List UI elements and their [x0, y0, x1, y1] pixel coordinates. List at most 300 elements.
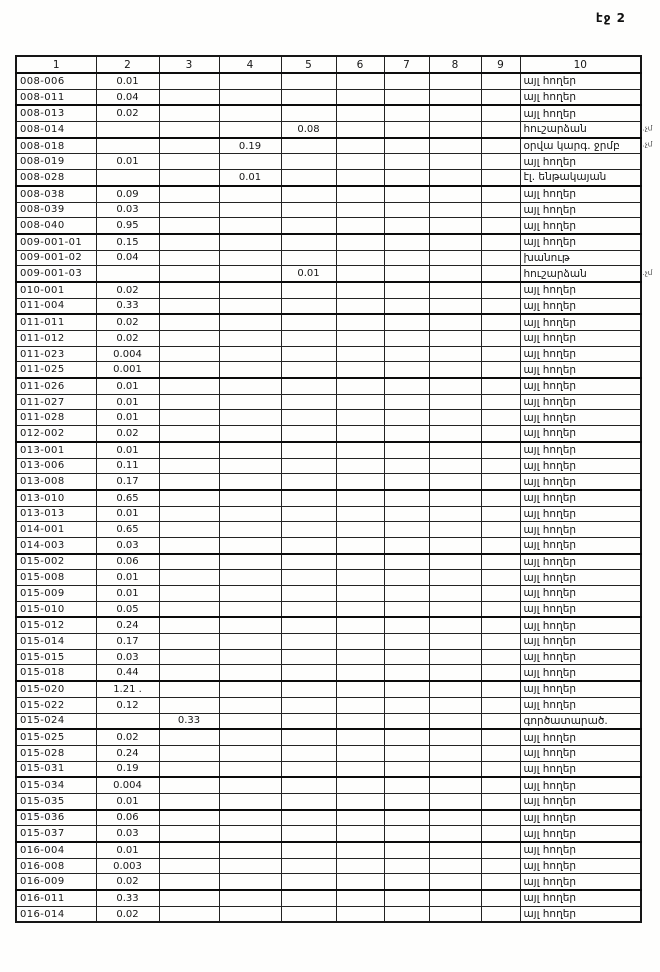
- area-value-cell-col8: [429, 810, 481, 826]
- area-value-cell-col7: [384, 314, 429, 330]
- area-value-cell-col5: [281, 410, 336, 426]
- area-value-cell-col2: 0.15: [96, 234, 159, 250]
- area-value-cell-col2: 0.17: [96, 634, 159, 650]
- area-value-cell-col9: [481, 378, 520, 394]
- area-value-cell-col7: [384, 410, 429, 426]
- area-value-cell-col4: [219, 89, 281, 105]
- area-value-cell-col3: [159, 73, 219, 89]
- area-value-cell-col5: [281, 170, 336, 186]
- land-use-cell: այլ հողեր: [520, 554, 641, 570]
- area-value-cell-col9: [481, 506, 520, 522]
- table-row: [16, 474, 641, 490]
- table-row: [16, 378, 641, 394]
- land-use-cell: այլ հողեր: [520, 506, 641, 522]
- page-number-label: էջ 2: [595, 11, 626, 25]
- area-value-cell-col6: [336, 105, 384, 121]
- area-value-cell-col3: [159, 89, 219, 105]
- table-row: [16, 842, 641, 858]
- land-use-cell: այլ հողեր: [520, 314, 641, 330]
- parcel-code-cell: 015-024: [16, 713, 96, 729]
- area-value-cell-col5: [281, 810, 336, 826]
- area-value-cell-col3: [159, 586, 219, 602]
- area-value-cell-col6: [336, 506, 384, 522]
- land-use-cell: այլ հողեր: [520, 234, 641, 250]
- land-use-cell: այլ հողեր: [520, 442, 641, 458]
- area-value-cell-col3: [159, 506, 219, 522]
- area-value-cell-col5: [281, 234, 336, 250]
- area-value-cell-col9: [481, 202, 520, 218]
- area-value-cell-col2: 0.02: [96, 105, 159, 121]
- area-value-cell-col6: [336, 890, 384, 906]
- area-value-cell-col2: [96, 713, 159, 729]
- parcel-code-cell: 011-026: [16, 378, 96, 394]
- parcel-code-cell: 013-006: [16, 458, 96, 474]
- land-use-cell: այլ հողեր: [520, 202, 641, 218]
- table-row: [16, 331, 641, 347]
- table-row: [16, 458, 641, 474]
- area-value-cell-col4: [219, 202, 281, 218]
- area-value-cell-col7: [384, 458, 429, 474]
- table-row: [16, 858, 641, 874]
- land-use-cell: այլ հողեր: [520, 73, 641, 89]
- table-row: [16, 490, 641, 506]
- table-row: [16, 697, 641, 713]
- area-value-cell-col4: [219, 346, 281, 362]
- area-value-cell-col9: [481, 490, 520, 506]
- area-value-cell-col9: [481, 234, 520, 250]
- area-value-cell-col9: [481, 649, 520, 665]
- parcel-code-cell: 009-001-01: [16, 234, 96, 250]
- area-value-cell-col5: [281, 458, 336, 474]
- area-value-cell-col8: [429, 649, 481, 665]
- area-value-cell-col5: [281, 331, 336, 347]
- land-use-cell: գործատարած.: [520, 713, 641, 729]
- area-value-cell-col3: [159, 537, 219, 553]
- area-value-cell-col9: [481, 474, 520, 490]
- table-row: [16, 202, 641, 218]
- area-value-cell-col2: [96, 122, 159, 138]
- area-value-cell-col6: [336, 761, 384, 777]
- area-value-cell-col6: [336, 314, 384, 330]
- area-value-cell-col8: [429, 906, 481, 922]
- parcel-code-cell: 015-010: [16, 601, 96, 617]
- area-value-cell-col8: [429, 234, 481, 250]
- parcel-code-cell: 014-003: [16, 537, 96, 553]
- area-value-cell-col9: [481, 105, 520, 121]
- table-row: [16, 218, 641, 234]
- area-value-cell-col6: [336, 842, 384, 858]
- area-value-cell-col5: [281, 826, 336, 842]
- column-header-4: 4: [219, 56, 281, 73]
- area-value-cell-col9: [481, 858, 520, 874]
- parcel-code-cell: 013-008: [16, 474, 96, 490]
- land-use-cell: այլ հողեր: [520, 89, 641, 105]
- area-value-cell-col5: [281, 218, 336, 234]
- area-value-cell-col9: [481, 314, 520, 330]
- area-value-cell-col4: [219, 537, 281, 553]
- land-use-cell: այլ հողեր: [520, 346, 641, 362]
- area-value-cell-col2: 0.01: [96, 506, 159, 522]
- area-value-cell-col8: [429, 474, 481, 490]
- area-value-cell-col7: [384, 378, 429, 394]
- area-value-cell-col4: [219, 761, 281, 777]
- parcel-code-cell: 016-014: [16, 906, 96, 922]
- area-value-cell-col9: [481, 362, 520, 378]
- area-value-cell-col4: [219, 601, 281, 617]
- land-use-cell: այլ հողեր: [520, 617, 641, 633]
- land-use-cell: այլ հողեր: [520, 697, 641, 713]
- table-row: [16, 170, 641, 186]
- area-value-cell-col7: [384, 362, 429, 378]
- area-value-cell-col5: [281, 713, 336, 729]
- area-value-cell-col5: [281, 138, 336, 154]
- area-value-cell-col9: [481, 298, 520, 314]
- land-use-cell: այլ հողեր: [520, 537, 641, 553]
- table-row: [16, 729, 641, 745]
- area-value-cell-col6: [336, 681, 384, 697]
- land-use-cell: այլ հողեր: [520, 890, 641, 906]
- area-value-cell-col9: [481, 761, 520, 777]
- area-value-cell-col9: [481, 586, 520, 602]
- area-value-cell-col8: [429, 506, 481, 522]
- area-value-cell-col5: [281, 522, 336, 538]
- area-value-cell-col2: 1.21 .: [96, 681, 159, 697]
- parcel-code-cell: 015-008: [16, 570, 96, 586]
- area-value-cell-col2: 0.01: [96, 154, 159, 170]
- area-value-cell-col6: [336, 73, 384, 89]
- parcel-code-cell: 008-028: [16, 170, 96, 186]
- area-value-cell-col9: [481, 218, 520, 234]
- area-value-cell-col5: [281, 346, 336, 362]
- area-value-cell-col7: [384, 442, 429, 458]
- land-use-cell: այլ հողեր: [520, 331, 641, 347]
- area-value-cell-col5: [281, 378, 336, 394]
- area-value-cell-col8: [429, 105, 481, 121]
- area-value-cell-col9: [481, 458, 520, 474]
- column-header-1: 1: [16, 56, 96, 73]
- area-value-cell-col6: [336, 410, 384, 426]
- table-row: [16, 793, 641, 809]
- area-value-cell-col4: [219, 554, 281, 570]
- area-value-cell-col2: 0.01: [96, 378, 159, 394]
- table-row: [16, 713, 641, 729]
- table-row: [16, 250, 641, 266]
- land-use-cell: այլ հողեր: [520, 154, 641, 170]
- area-value-cell-col8: [429, 554, 481, 570]
- area-value-cell-col6: [336, 745, 384, 761]
- area-value-cell-col8: [429, 793, 481, 809]
- area-value-cell-col7: [384, 346, 429, 362]
- table-row: [16, 570, 641, 586]
- handwritten-margin-note: .չմ: [642, 124, 653, 133]
- area-value-cell-col8: [429, 298, 481, 314]
- area-value-cell-col5: [281, 761, 336, 777]
- area-value-cell-col8: [429, 138, 481, 154]
- area-value-cell-col9: [481, 745, 520, 761]
- land-use-cell: այլ հողեր: [520, 681, 641, 697]
- area-value-cell-col6: [336, 426, 384, 442]
- area-value-cell-col3: 0.33: [159, 713, 219, 729]
- area-value-cell-col6: [336, 89, 384, 105]
- area-value-cell-col8: [429, 410, 481, 426]
- area-value-cell-col5: [281, 73, 336, 89]
- area-value-cell-col3: [159, 282, 219, 298]
- area-value-cell-col3: [159, 890, 219, 906]
- area-value-cell-col8: [429, 874, 481, 890]
- area-value-cell-col4: [219, 266, 281, 282]
- area-value-cell-col9: [481, 266, 520, 282]
- area-value-cell-col9: [481, 522, 520, 538]
- area-value-cell-col5: [281, 858, 336, 874]
- area-value-cell-col5: [281, 506, 336, 522]
- parcel-code-cell: 015-034: [16, 777, 96, 793]
- area-value-cell-col6: [336, 617, 384, 633]
- area-value-cell-col4: [219, 122, 281, 138]
- parcel-code-cell: 008-014: [16, 122, 96, 138]
- area-value-cell-col2: 0.02: [96, 906, 159, 922]
- parcel-code-cell: 011-025: [16, 362, 96, 378]
- cadastral-parcel-table: [15, 55, 642, 923]
- area-value-cell-col6: [336, 378, 384, 394]
- area-value-cell-col8: [429, 170, 481, 186]
- area-value-cell-col2: 0.12: [96, 697, 159, 713]
- area-value-cell-col2: 0.06: [96, 810, 159, 826]
- area-value-cell-col4: [219, 858, 281, 874]
- area-value-cell-col4: [219, 826, 281, 842]
- table-row: [16, 777, 641, 793]
- area-value-cell-col9: [481, 346, 520, 362]
- land-use-cell: այլ հողեր: [520, 793, 641, 809]
- area-value-cell-col7: [384, 570, 429, 586]
- area-value-cell-col9: [481, 713, 520, 729]
- area-value-cell-col5: [281, 793, 336, 809]
- area-value-cell-col3: [159, 378, 219, 394]
- area-value-cell-col4: [219, 617, 281, 633]
- area-value-cell-col4: [219, 874, 281, 890]
- area-value-cell-col3: [159, 266, 219, 282]
- area-value-cell-col7: [384, 745, 429, 761]
- area-value-cell-col3: [159, 122, 219, 138]
- parcel-code-cell: 010-001: [16, 282, 96, 298]
- parcel-code-cell: 012-002: [16, 426, 96, 442]
- parcel-code-cell: 008-013: [16, 105, 96, 121]
- table-row: [16, 906, 641, 922]
- area-value-cell-col8: [429, 122, 481, 138]
- table-row: [16, 890, 641, 906]
- area-value-cell-col5: [281, 537, 336, 553]
- area-value-cell-col5: [281, 298, 336, 314]
- area-value-cell-col6: [336, 298, 384, 314]
- area-value-cell-col4: [219, 186, 281, 202]
- area-value-cell-col3: [159, 105, 219, 121]
- land-use-cell: այլ հողեր: [520, 874, 641, 890]
- area-value-cell-col2: 0.03: [96, 649, 159, 665]
- area-value-cell-col7: [384, 202, 429, 218]
- handwritten-margin-note: .չմ: [642, 140, 653, 149]
- area-value-cell-col4: [219, 490, 281, 506]
- table-row: [16, 761, 641, 777]
- area-value-cell-col7: [384, 89, 429, 105]
- area-value-cell-col4: [219, 522, 281, 538]
- area-value-cell-col3: [159, 874, 219, 890]
- area-value-cell-col4: [219, 713, 281, 729]
- land-use-cell: օրվա կարգ. ջրմբ: [520, 138, 641, 154]
- area-value-cell-col7: [384, 537, 429, 553]
- area-value-cell-col2: 0.24: [96, 617, 159, 633]
- area-value-cell-col4: [219, 234, 281, 250]
- area-value-cell-col7: [384, 282, 429, 298]
- area-value-cell-col8: [429, 665, 481, 681]
- area-value-cell-col5: [281, 154, 336, 170]
- area-value-cell-col9: [481, 426, 520, 442]
- table-row: [16, 537, 641, 553]
- area-value-cell-col3: [159, 154, 219, 170]
- area-value-cell-col3: [159, 554, 219, 570]
- area-value-cell-col6: [336, 665, 384, 681]
- table-row: [16, 138, 641, 154]
- land-use-cell: այլ հողեր: [520, 218, 641, 234]
- land-use-cell: այլ հողեր: [520, 522, 641, 538]
- column-header-2: 2: [96, 56, 159, 73]
- area-value-cell-col6: [336, 170, 384, 186]
- land-use-cell: այլ հողեր: [520, 410, 641, 426]
- area-value-cell-col7: [384, 617, 429, 633]
- area-value-cell-col9: [481, 697, 520, 713]
- area-value-cell-col8: [429, 617, 481, 633]
- area-value-cell-col9: [481, 601, 520, 617]
- area-value-cell-col6: [336, 250, 384, 266]
- area-value-cell-col8: [429, 202, 481, 218]
- table-row: [16, 186, 641, 202]
- area-value-cell-col5: [281, 105, 336, 121]
- area-value-cell-col7: [384, 890, 429, 906]
- area-value-cell-col3: [159, 826, 219, 842]
- area-value-cell-col5: [281, 570, 336, 586]
- area-value-cell-col4: [219, 586, 281, 602]
- area-value-cell-col6: [336, 570, 384, 586]
- parcel-code-cell: 011-012: [16, 331, 96, 347]
- area-value-cell-col5: [281, 314, 336, 330]
- area-value-cell-col2: 0.003: [96, 858, 159, 874]
- area-value-cell-col4: [219, 154, 281, 170]
- table-row: [16, 665, 641, 681]
- table-row: [16, 282, 641, 298]
- land-use-cell: այլ հողեր: [520, 810, 641, 826]
- area-value-cell-col5: [281, 554, 336, 570]
- area-value-cell-col5: [281, 362, 336, 378]
- area-value-cell-col4: [219, 282, 281, 298]
- column-header-3: 3: [159, 56, 219, 73]
- area-value-cell-col8: [429, 314, 481, 330]
- area-value-cell-col6: [336, 586, 384, 602]
- area-value-cell-col5: [281, 394, 336, 410]
- area-value-cell-col9: [481, 250, 520, 266]
- area-value-cell-col5: [281, 202, 336, 218]
- area-value-cell-col6: [336, 362, 384, 378]
- area-value-cell-col4: 0.19: [219, 138, 281, 154]
- area-value-cell-col6: [336, 138, 384, 154]
- area-value-cell-col2: 0.02: [96, 426, 159, 442]
- area-value-cell-col9: [481, 826, 520, 842]
- area-value-cell-col3: [159, 681, 219, 697]
- area-value-cell-col3: [159, 346, 219, 362]
- parcel-code-cell: 015-022: [16, 697, 96, 713]
- area-value-cell-col5: [281, 874, 336, 890]
- area-value-cell-col8: [429, 73, 481, 89]
- area-value-cell-col2: 0.09: [96, 186, 159, 202]
- area-value-cell-col3: [159, 458, 219, 474]
- area-value-cell-col8: [429, 890, 481, 906]
- area-value-cell-col6: [336, 331, 384, 347]
- area-value-cell-col9: [481, 665, 520, 681]
- area-value-cell-col8: [429, 218, 481, 234]
- area-value-cell-col7: [384, 649, 429, 665]
- parcel-code-cell: 011-023: [16, 346, 96, 362]
- area-value-cell-col3: [159, 138, 219, 154]
- area-value-cell-col8: [429, 858, 481, 874]
- area-value-cell-col2: 0.02: [96, 331, 159, 347]
- land-use-cell: այլ հողեր: [520, 586, 641, 602]
- area-value-cell-col2: 0.004: [96, 777, 159, 793]
- area-value-cell-col3: [159, 218, 219, 234]
- area-value-cell-col8: [429, 842, 481, 858]
- area-value-cell-col2: 0.33: [96, 890, 159, 906]
- area-value-cell-col5: [281, 250, 336, 266]
- area-value-cell-col8: [429, 697, 481, 713]
- area-value-cell-col9: [481, 138, 520, 154]
- area-value-cell-col3: [159, 761, 219, 777]
- area-value-cell-col9: [481, 170, 520, 186]
- area-value-cell-col4: [219, 314, 281, 330]
- area-value-cell-col6: [336, 266, 384, 282]
- area-value-cell-col7: [384, 506, 429, 522]
- area-value-cell-col2: 0.11: [96, 458, 159, 474]
- area-value-cell-col5: 0.01: [281, 266, 336, 282]
- area-value-cell-col8: [429, 634, 481, 650]
- area-value-cell-col8: [429, 378, 481, 394]
- area-value-cell-col3: [159, 745, 219, 761]
- area-value-cell-col5: [281, 649, 336, 665]
- parcel-code-cell: 015-014: [16, 634, 96, 650]
- parcel-code-cell: 014-001: [16, 522, 96, 538]
- area-value-cell-col2: 0.01: [96, 793, 159, 809]
- parcel-code-cell: 011-011: [16, 314, 96, 330]
- area-value-cell-col7: [384, 906, 429, 922]
- column-header-10: 10: [520, 56, 641, 73]
- land-use-cell: այլ հողեր: [520, 729, 641, 745]
- land-use-cell: այլ հողեր: [520, 394, 641, 410]
- area-value-cell-col2: 0.05: [96, 601, 159, 617]
- column-header-9: 9: [481, 56, 520, 73]
- area-value-cell-col4: [219, 729, 281, 745]
- table-row: [16, 874, 641, 890]
- land-use-cell: այլ հողեր: [520, 665, 641, 681]
- area-value-cell-col9: [481, 874, 520, 890]
- area-value-cell-col7: [384, 122, 429, 138]
- area-value-cell-col6: [336, 202, 384, 218]
- parcel-code-cell: 016-009: [16, 874, 96, 890]
- column-header-8: 8: [429, 56, 481, 73]
- area-value-cell-col9: [481, 186, 520, 202]
- parcel-code-cell: 015-037: [16, 826, 96, 842]
- area-value-cell-col3: [159, 394, 219, 410]
- area-value-cell-col3: [159, 697, 219, 713]
- area-value-cell-col8: [429, 186, 481, 202]
- area-value-cell-col2: 0.06: [96, 554, 159, 570]
- area-value-cell-col6: [336, 810, 384, 826]
- area-value-cell-col5: [281, 89, 336, 105]
- area-value-cell-col4: [219, 474, 281, 490]
